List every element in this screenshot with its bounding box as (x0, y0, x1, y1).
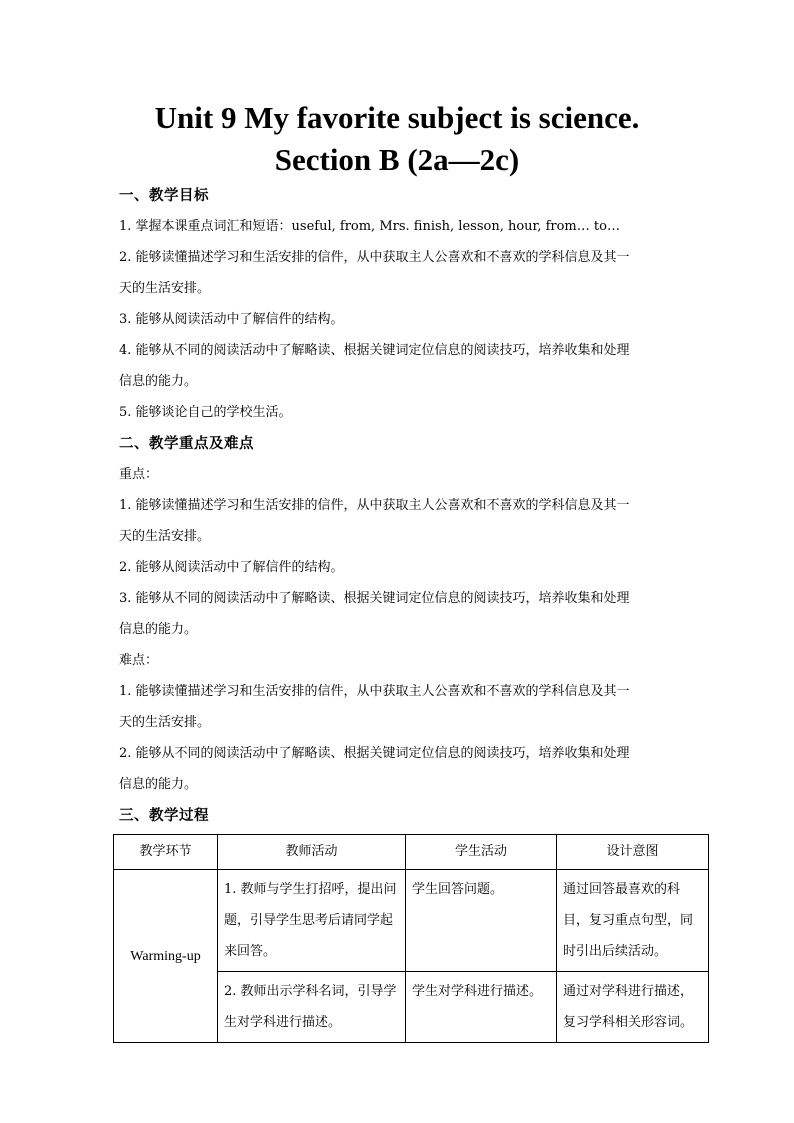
key-point-line: 2. 能够从阅读活动中了解信件的结构。 (119, 560, 344, 575)
student-activity-cell: 学生回答问题。 (406, 870, 557, 972)
objective-line: 天的生活安排。 (119, 281, 211, 296)
student-activity-cell: 学生对学科进行描述。 (406, 972, 557, 1043)
design-intent-cell: 通过回答最喜欢的科目，复习重点句型，同时引出后续活动。 (557, 870, 709, 972)
design-intent-cell: 通过对学科进行描述，复习学科相关形容词。 (557, 972, 709, 1043)
document-body (119, 180, 679, 831)
key-point-line: 3. 能够从不同的阅读活动中了解略读、根据关键词定位信息的阅读技巧，培养收集和处理 (119, 591, 630, 606)
key-points-label: 重点： (119, 467, 159, 482)
header-design-intent: 设计意图 (557, 835, 709, 870)
teaching-process-table (113, 834, 709, 1043)
difficult-point-line: 信息的能力。 (119, 777, 198, 792)
key-point-line: 信息的能力。 (119, 622, 198, 637)
table-row (114, 870, 709, 972)
title-line-1: Unit 9 My favorite subject is science. (154, 100, 640, 135)
objective-line: 1. 掌握本课重点词汇和短语：useful, from, Mrs. finish, lesson, hour, from… to… (119, 219, 620, 234)
key-point-line: 天的生活安排。 (119, 529, 211, 544)
key-point-line: 1. 能够读懂描述学习和生活安排的信件，从中获取主人公喜欢和不喜欢的学科信息及其一 (119, 498, 630, 513)
difficult-point-line: 2. 能够从不同的阅读活动中了解略读、根据关键词定位信息的阅读技巧，培养收集和处理 (119, 746, 630, 761)
table-header-row (114, 835, 709, 870)
section1-heading: 一、教学目标 (119, 187, 209, 204)
header-student-activity: 学生活动 (406, 835, 557, 870)
difficult-points-label: 难点： (119, 653, 159, 668)
objective-line: 信息的能力。 (119, 374, 198, 389)
section2-heading: 二、教学重点及难点 (119, 435, 254, 452)
header-teacher-activity: 教师活动 (218, 835, 406, 870)
difficult-point-line: 天的生活安排。 (119, 715, 211, 730)
teacher-activity-cell: 2. 教师出示学科名词，引导学生对学科进行描述。 (218, 972, 406, 1043)
objective-line: 2. 能够读懂描述学习和生活安排的信件，从中获取主人公喜欢和不喜欢的学科信息及其一 (119, 250, 630, 265)
objective-line: 4. 能够从不同的阅读活动中了解略读、根据关键词定位信息的阅读技巧，培养收集和处理 (119, 343, 630, 358)
stage-cell: Warming-up (114, 870, 218, 1043)
objective-line: 3. 能够从阅读活动中了解信件的结构。 (119, 312, 344, 327)
objective-line: 5. 能够谈论自己的学校生活。 (119, 405, 292, 420)
difficult-point-line: 1. 能够读懂描述学习和生活安排的信件，从中获取主人公喜欢和不喜欢的学科信息及其一 (119, 684, 630, 699)
header-stage: 教学环节 (114, 835, 218, 870)
section3-heading: 三、教学过程 (119, 807, 209, 824)
title-line-2: Section B (2a—2c) (274, 142, 520, 177)
teacher-activity-cell: 1. 教师与学生打招呼，提出问题，引导学生思考后请同学起来回答。 (218, 870, 406, 972)
